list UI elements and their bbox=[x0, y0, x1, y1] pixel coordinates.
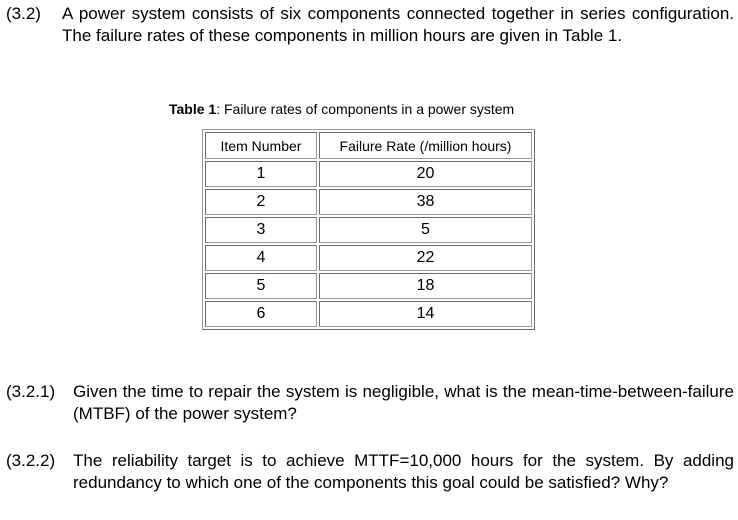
table-caption-label: Table 1 bbox=[169, 101, 217, 117]
table-row bbox=[205, 273, 532, 299]
question-text: The reliability target is to achieve MTTF=10,000 hours for the system. By adding redundancy to which one of the components this goal could be satisfied? Why? bbox=[73, 451, 734, 492]
question-number: (3.2) bbox=[6, 4, 41, 23]
failure-rate-cell: 5 bbox=[319, 217, 532, 243]
table-caption-text: : Failure rates of components in a power system bbox=[216, 101, 515, 117]
failure-rate-cell: 38 bbox=[319, 189, 532, 215]
header-failure-rate: Failure Rate (/million hours) bbox=[319, 132, 532, 159]
failure-rate-table-container bbox=[202, 129, 535, 330]
failure-rate-cell: 14 bbox=[319, 301, 532, 327]
failure-rate-cell: 20 bbox=[319, 161, 532, 187]
question-text: Given the time to repair the system is negligible, what is the mean-time-between-failure (MTBF) of the power system? bbox=[73, 382, 734, 423]
item-number-cell: 2 bbox=[205, 189, 317, 215]
failure-rate-cell: 22 bbox=[319, 245, 532, 271]
table-row bbox=[205, 161, 532, 187]
table-caption bbox=[169, 100, 514, 118]
question-3-2 bbox=[6, 3, 734, 47]
table-row bbox=[205, 301, 532, 327]
item-number-cell: 3 bbox=[205, 217, 317, 243]
header-item-number: Item Number bbox=[205, 132, 317, 159]
item-number-cell: 4 bbox=[205, 245, 317, 271]
table-row bbox=[205, 245, 532, 271]
failure-rate-table bbox=[202, 129, 535, 330]
table-row bbox=[205, 189, 532, 215]
question-3-2-2 bbox=[6, 450, 734, 494]
table-header-row bbox=[205, 132, 532, 159]
failure-rate-cell: 18 bbox=[319, 273, 532, 299]
question-number: (3.2.2) bbox=[6, 451, 56, 470]
item-number-cell: 6 bbox=[205, 301, 317, 327]
item-number-cell: 5 bbox=[205, 273, 317, 299]
table-row bbox=[205, 217, 532, 243]
question-3-2-1 bbox=[6, 381, 734, 425]
question-text: A power system consists of six components connected together in series configuration. The failure rates of these components in million hours are given in Table 1. bbox=[62, 4, 734, 45]
item-number-cell: 1 bbox=[205, 161, 317, 187]
question-number: (3.2.1) bbox=[6, 382, 56, 401]
